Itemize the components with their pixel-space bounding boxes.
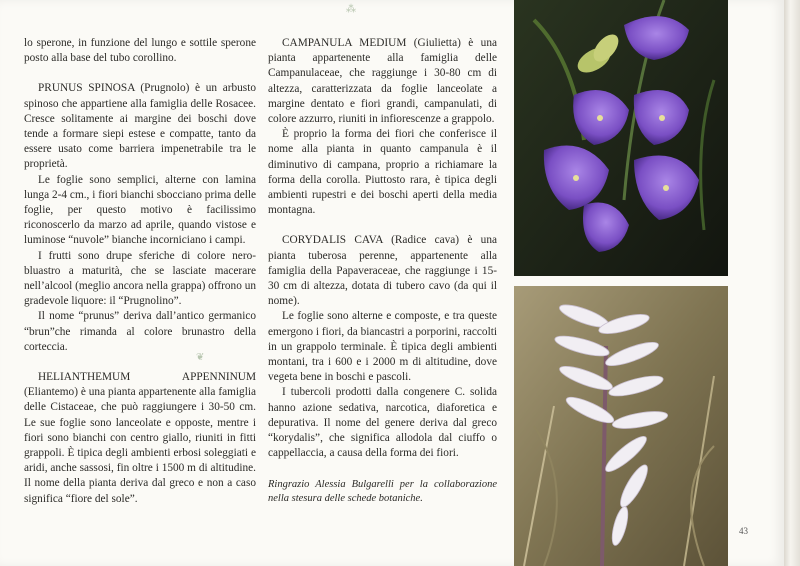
paragraph-prunus-name: Il nome “prunus” deriva dall’antico germanico “brun”che rimanda al colore brunastro della corteccia. (24, 310, 256, 353)
paragraph-corydalis-leaves: Le foglie sono alterne e composte, e tra queste emergono i fiori, da biancastri a porporini, raccolti in un grappolo terminale. È tipica degli ambienti montani, tra i 600 e i 2000 m di altitudine, dove vegeta bene in boschi e pascoli. (268, 310, 497, 384)
paragraph-prunus-leaves: Le foglie sono semplici, alterne con lamina lunga 2-4 cm., i fiori bianchi sbocciano prima delle foglie, per questo motivo è facilissimo riconoscerlo da marzo ad aprile, quando vistose e luminose “nuvole” bianche incorniciano i campi. (24, 173, 256, 247)
decorative-mark-icon: ⁂ (346, 4, 356, 15)
paragraph-corydalis-cava: CORYDALIS CAVA (Radice cava) è una pianta tuberosa perenne, appartenente alla famiglia della Papaveraceae, che raggiunge i 15-30 cm di altezza, dotata di tubero cavo (da qui il nome). (268, 234, 497, 308)
paragraph-sperone: lo sperone, in funzione del lungo e sottile sperone posto alla base del tubo corollino. (24, 37, 256, 65)
campanula-medium-photo (514, 0, 728, 276)
paragraph-corydalis-solida: I tubercoli prodotti dalla congenere C. solida hanno azione sedativa, narcotica, diaforetica e depurativa. Il nome del genere deriva dal greco “korydalis”, che significa allodola dal ciuffo o cappellaccia, a causa della forma dei fiori. (268, 386, 497, 460)
campanula-illustration (514, 0, 728, 276)
corydalis-illustration (514, 286, 728, 566)
text-column-middle (268, 36, 497, 461)
acknowledgement: Ringrazio Alessia Bulgarelli per la collaborazione nella stesura delle schede botaniche. (268, 479, 497, 504)
paragraph-prunus-spinosa: PRUNUS SPINOSA (Prugnolo) è un arbusto spinoso che appartiene alla famiglia delle Rosacee. Cresce solitamente ai margine dei boschi dove tende a formare siepi estese e compatte, tanto da essere usato come barriera impenetrabile tra le proprietà. (24, 82, 256, 171)
corydalis-cava-photo (514, 286, 728, 566)
paragraph-campanula-medium: CAMPANULA MEDIUM (Giulietta) è una pianta appartenente alla famiglia delle Campanulaceae, che raggiunge i 30-80 cm di altezza, caratterizzata da foglie lanceolate a margine dentato e fiori grandi, campanulati, di colore azzurro, riuniti in infiorescenze a grappolo. (268, 37, 497, 126)
paragraph-prunus-fruits: I frutti sono drupe sferiche di colore nero-bluastro a maturità, che se lasciate macerare nell’alcool (meglio ancora nella grappa) offrono un gradevole liquore: il “Prugnolino”. (24, 249, 256, 308)
text-column-left (24, 36, 256, 507)
decorative-sprig-icon: ❦ (196, 352, 205, 363)
page-number: 43 (739, 526, 748, 536)
paragraph-helianthemum: HELIANTHEMUM APPENNINUM (Eliantemo) è una pianta appartenente alla famiglia delle Cistaceae, che può raggiungere i 30-50 cm. Le sue foglie sono lanceolate e opposte, mentre i fiori sono bianchi con centro giallo, riuniti in fitti grappoli. È tipica degli ambienti erbosi soleggiati e aridi, anche sassosi, fin oltre i 1500 m di altitudine. Il nome della pianta deriva dal greco e non a caso significa “fiore del sole”. (24, 371, 256, 505)
book-page-edge (784, 0, 800, 566)
paragraph-campanula-name: È proprio la forma dei fiori che conferisce il nome alla pianta in quanto campanula è il diminutivo di campana, proprio a richiamare la forma della corolla. Piuttosto rara, è tipica degli ambienti rupestri e dei boschi aperti della media montagna. (268, 128, 497, 217)
